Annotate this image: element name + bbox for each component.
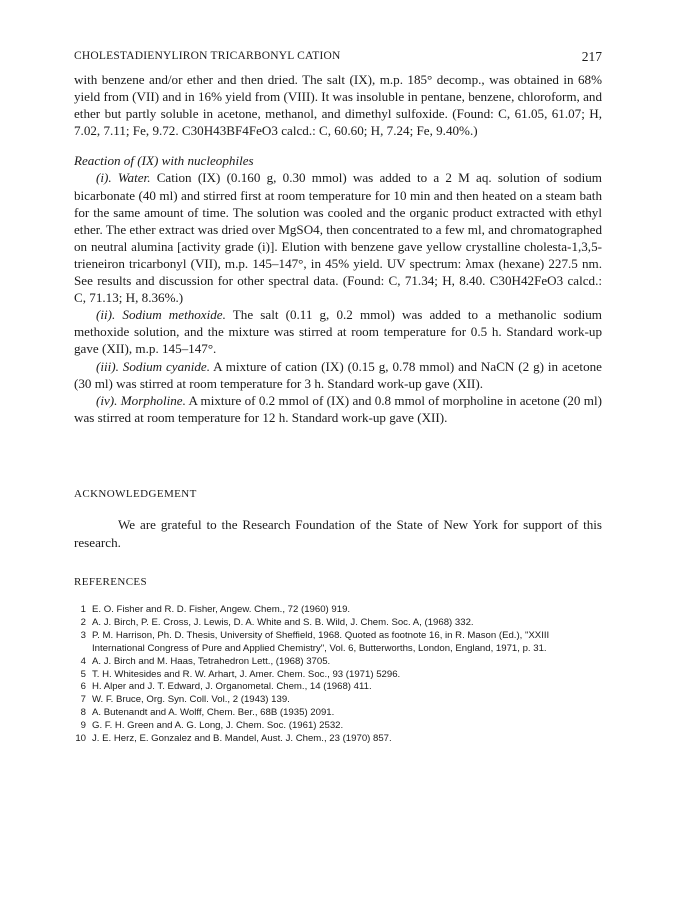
reference-item <box>74 656 602 669</box>
reference-text: T. H. Whitesides and R. W. Arhart, J. Amer. Chem. Soc., 93 (1971) 5296. <box>92 668 401 680</box>
cyanide-text: A mixture of cation (IX) (0.15 g, 0.78 mmol) and NaCN (2 g) in acetone (30 ml) was stirred at room temperature for 3 h. Standard work-up gave (XII). <box>74 358 602 391</box>
reference-item <box>74 707 602 720</box>
water-label: (i). Water. <box>96 170 151 186</box>
reference-number: 4 <box>80 655 86 667</box>
reference-text: P. M. Harrison, Ph. D. Thesis, University of Sheffield, 1968. Quoted as footnote 16, in R. Mason (Ed.), "XXIII International Congress of Pure and Applied Chemistry", Vol. 6, Butterworths, London, England, 1971, p. 31. <box>92 629 550 654</box>
body-text <box>74 71 602 426</box>
reference-item <box>74 720 602 733</box>
subheading-reaction: Reaction of (IX) with nucleophiles <box>74 153 254 169</box>
methoxide-text: The salt (0.11 g, 0.2 mmol) was added to a methanolic sodium methoxide solution, and the mixture was stirred at room temperature for 0.5 h. Standard work-up gave (XII), m.p. 145–147°. <box>74 307 602 357</box>
reference-item <box>74 630 602 656</box>
paragraph-water <box>74 169 602 306</box>
reference-item <box>74 669 602 682</box>
references-heading: REFERENCES <box>74 576 148 588</box>
paragraph-morpholine <box>74 392 602 426</box>
reference-text: H. Alper and J. T. Edward, J. Organometal. Chem., 14 (1968) 411. <box>92 681 372 693</box>
paragraph-methoxide <box>74 306 602 357</box>
water-text: Cation (IX) (0.160 g, 0.30 mmol) was added to a 2 M aq. solution of sodium bicarbonate (40 ml) and stirred first at room temperature for 10 min and then heated on a steam bath for the same amount of time. The solution was cooled and the organic product extracted with ethyl ether. The ether extract was dried over MgSO4, then concentrated to a few ml, and chromatographed on neutral alumina [activity grade (i)]. Elution with benzene gave yellow crystalline cholesta-1,3,5-trieneiron tricarbonyl (VII), m.p. 145–147°, in 45% yield. UV spectrum: λmax (hexane) 227.5 nm. See results and discussion for other spectral data. (Found: C, 71.34; H, 8.40. C30H42FeO3 calcd.: C, 71.13; H, 8.36%.) <box>74 170 602 306</box>
paragraph-salt-ix-text: with benzene and/or ether and then dried. The salt (IX), m.p. 185° decomp., was obtained in 68% yield from (VII) and in 16% yield from (VIII). It was insoluble in pentane, benzene, chloroform, and ether but partly soluble in acetone, methanol, and dimethyl sulfoxide. (Found: C, 61.05, 61.07; H, 7.02, 7.11; Fe, 9.72. C30H43BF4FeO3 calcd.: C, 60.60; H, 7.24; Fe, 9.40%.) <box>74 72 602 139</box>
morpholine-label: (iv). Morpholine. <box>96 392 186 408</box>
reference-text: A. J. Birch and M. Haas, Tetrahedron Lett., (1968) 3705. <box>92 655 331 667</box>
reference-number: 8 <box>80 707 86 719</box>
reference-text: G. F. H. Green and A. G. Long, J. Chem. Soc. (1961) 2532. <box>92 720 344 732</box>
reference-number: 9 <box>80 720 86 732</box>
methoxide-label: (ii). Sodium methoxide. <box>96 307 226 323</box>
running-head <box>74 50 602 66</box>
reference-item <box>74 681 602 694</box>
reference-item <box>74 694 602 707</box>
reference-text: A. J. Birch, P. E. Cross, J. Lewis, D. A. White and S. B. Wild, J. Chem. Soc. A, (1968) 332. <box>92 616 474 628</box>
paragraph-cyanide <box>74 358 602 392</box>
page-number: 217 <box>581 49 602 64</box>
running-head-title: CHOLESTADIENYLIRON TRICARBONYL CATION <box>74 50 341 62</box>
reference-item <box>74 604 602 617</box>
reference-text: W. F. Bruce, Org. Syn. Coll. Vol., 2 (1943) 139. <box>92 694 290 706</box>
morpholine-text: A mixture of 0.2 mmol of (IX) and 0.8 mmol of morpholine in acetone (20 ml) was stirred at room temperature for 12 h. Standard work-up gave (XII). <box>74 392 602 425</box>
acknowledgement-heading: ACKNOWLEDGEMENT <box>74 488 197 500</box>
reference-number: 7 <box>80 694 86 706</box>
reference-list <box>74 604 602 746</box>
reference-text: A. Butenandt and A. Wolff, Chem. Ber., 68B (1935) 2091. <box>92 707 335 719</box>
reference-number: 3 <box>80 629 86 641</box>
paragraph-salt-ix <box>74 71 602 139</box>
reference-item <box>74 733 602 746</box>
reference-text: E. O. Fisher and R. D. Fisher, Angew. Chem., 72 (1960) 919. <box>92 604 351 615</box>
reference-text: J. E. Herz, E. Gonzalez and B. Mandel, Aust. J. Chem., 23 (1970) 857. <box>92 733 392 745</box>
reference-number: 6 <box>80 681 86 693</box>
cyanide-label: (iii). Sodium cyanide. <box>96 358 210 374</box>
reference-number: 1 <box>80 604 86 615</box>
acknowledgement-text: We are grateful to the Research Foundation of the State of New York for support of this research. <box>74 517 602 550</box>
reference-number: 10 <box>75 733 86 745</box>
reference-number: 5 <box>80 668 86 680</box>
reference-number: 2 <box>80 616 86 628</box>
reference-item <box>74 617 602 630</box>
